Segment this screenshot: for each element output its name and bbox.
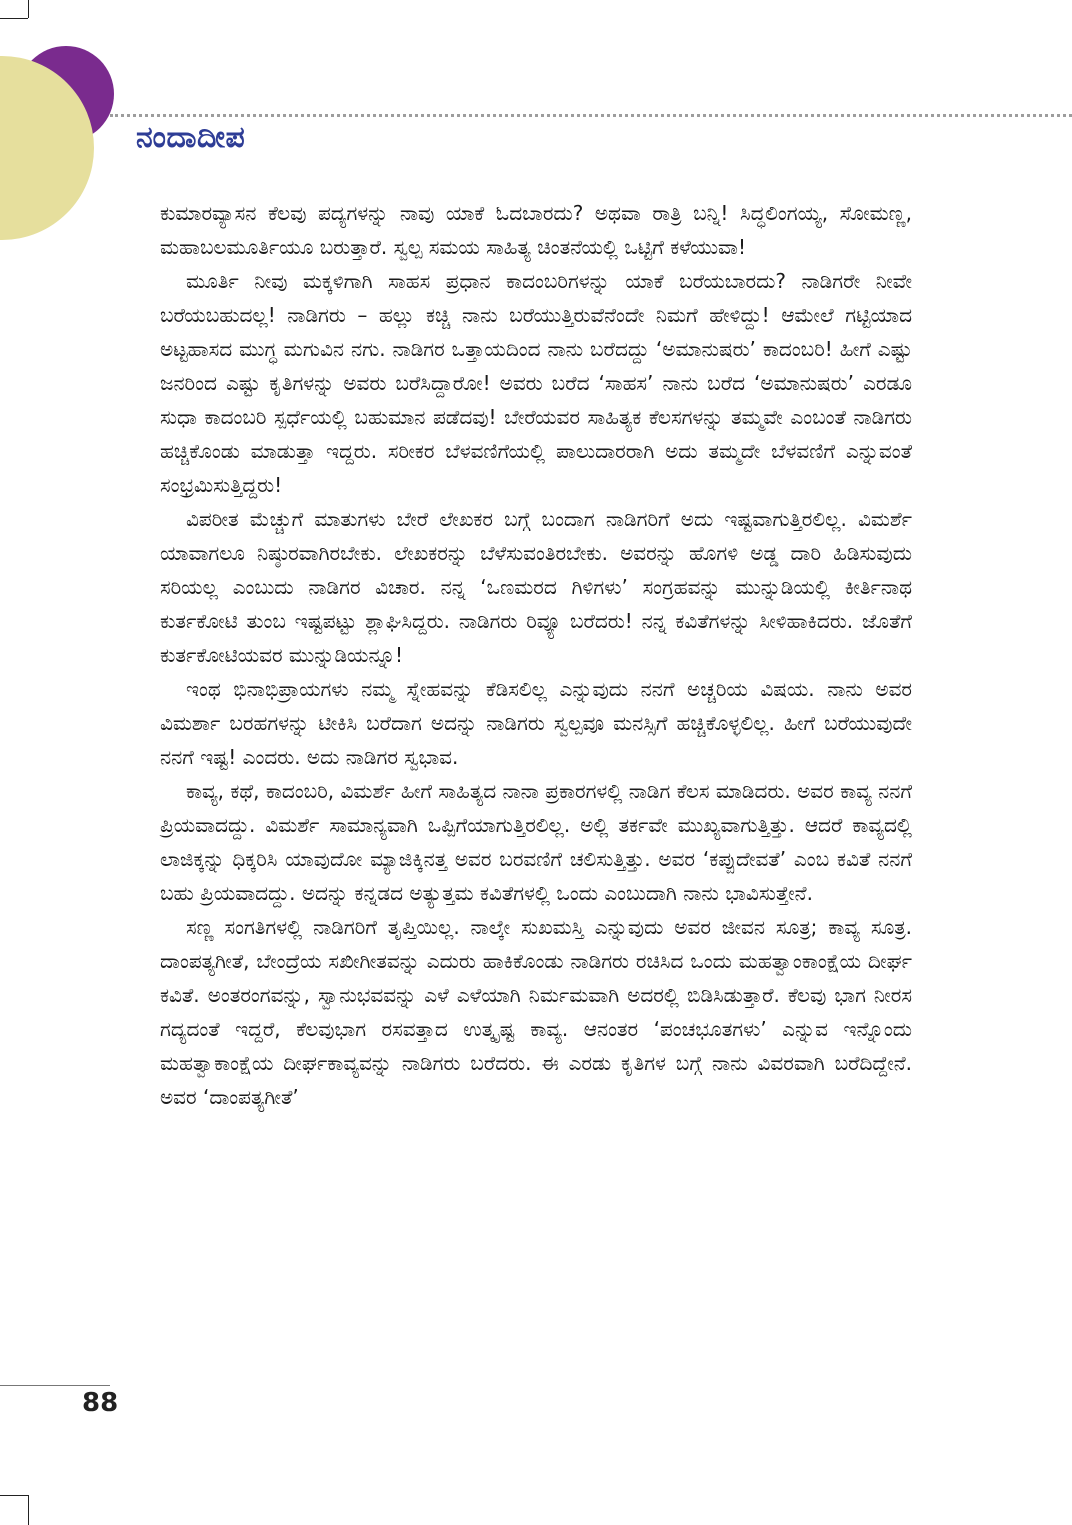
page-number: 88 [82,1388,119,1418]
crop-mark-top [28,0,29,18]
body-text [160,196,912,1114]
crop-mark-bottom [28,1495,29,1525]
paragraph: ಇಂಥ ಭಿನಾಭಿಪ್ರಾಯಗಳು ನಮ್ಮ ಸ್ನೇಹವನ್ನು ಕೆಡಿಸಲಿಲ್ಲ ಎನ್ನುವುದು ನನಗೆ ಅಚ್ಚರಿಯ ವಿಷಯ. ನಾನು ಅವರ ವಿಮರ್ಶಾ ಬರಹಗಳನ್ನು ಟೀಕಿಸಿ ಬರೆದಾಗ ಅದನ್ನು ನಾಡಿಗರು ಸ್ವಲ್ಪವೂ ಮನಸ್ಸಿಗೆ ಹಚ್ಚಿಕೊಳ್ಳಲಿಲ್ಲ. ಹೀಗೆ ಬರೆಯುವುದೇ ನನಗೆ ಇಷ್ಟ! ಎಂದರು. ಅದು ನಾಡಿಗರ ಸ್ವಭಾವ. [160,677,912,769]
paragraph: ವಿಪರೀತ ಮೆಚ್ಚುಗೆ ಮಾತುಗಳು ಬೇರೆ ಲೇಖಕರ ಬಗ್ಗೆ ಬಂದಾಗ ನಾಡಿಗರಿಗೆ ಅದು ಇಷ್ಟವಾಗುತ್ತಿರಲಿಲ್ಲ. ವಿಮರ್ಶೆ ಯಾವಾಗಲೂ ನಿಷ್ಠುರವಾಗಿರಬೇಕು. ಲೇಖಕರನ್ನು ಬೆಳೆಸುವಂತಿರಬೇಕು. ಅವರನ್ನು ಹೊಗಳಿ ಅಡ್ಡ ದಾರಿ ಹಿಡಿಸುವುದು ಸರಿಯಲ್ಲ ಎಂಬುದು ನಾಡಿಗರ ವಿಚಾರ. ನನ್ನ ‘ಒಣಮರದ ಗಿಳಿಗಳು’ ಸಂಗ್ರಹವನ್ನು ಮುನ್ನುಡಿಯಲ್ಲಿ ಕೀರ್ತಿನಾಥ ಕುರ್ತಕೋಟಿ ತುಂಬ ಇಷ್ಟಪಟ್ಟು ಶ್ಲಾಘಿಸಿದ್ದರು. ನಾಡಿಗರು ರಿವ್ಯೂ ಬರೆದರು! ನನ್ನ ಕವಿತೆಗಳನ್ನು ಸೀಳಿಹಾಕಿದರು. ಜೊತೆಗೆ ಕುರ್ತಕೋಟಿಯವರ ಮುನ್ನುಡಿಯನ್ನೂ! [160,507,912,667]
paragraph: ಮೂರ್ತಿ ನೀವು ಮಕ್ಕಳಿಗಾಗಿ ಸಾಹಸ ಪ್ರಧಾನ ಕಾದಂಬರಿಗಳನ್ನು ಯಾಕೆ ಬರೆಯಬಾರದು? ನಾಡಿಗರೇ ನೀವೇ ಬರೆಯಬಹುದಲ್ಲ! ನಾಡಿಗರು – ಹಲ್ಲು ಕಚ್ಚಿ ನಾನು ಬರೆಯುತ್ತಿರುವೆನೆಂದೇ ನಿಮಗೆ ಹೇಳಿದ್ದು! ಆಮೇಲೆ ಗಟ್ಟಿಯಾದ ಅಟ್ಟಹಾಸದ ಮುಗ್ಧ ಮಗುವಿನ ನಗು. ನಾಡಿಗರ ಒತ್ತಾಯದಿಂದ ನಾನು ಬರೆದದ್ದು ‘ಅಮಾನುಷರು’ ಕಾದಂಬರಿ! ಹೀಗೆ ಎಷ್ಟು ಜನರಿಂದ ಎಷ್ಟು ಕೃತಿಗಳನ್ನು ಅವರು ಬರೆಸಿದ್ದಾರೋ! ಅವರು ಬರೆದ ‘ಸಾಹಸ’ ನಾನು ಬರೆದ ‘ಅಮಾನುಷರು’ ಎರಡೂ ಸುಧಾ ಕಾದಂಬರಿ ಸ್ಪರ್ಧೆಯಲ್ಲಿ ಬಹುಮಾನ ಪಡೆದವು! ಬೇರೆಯವರ ಸಾಹಿತ್ಯಕ ಕೆಲಸಗಳನ್ನು ತಮ್ಮವೇ ಎಂಬಂತೆ ನಾಡಿಗರು ಹಚ್ಚಿಕೊಂಡು ಮಾಡುತ್ತಾ ಇದ್ದರು. ಸರೀಕರ ಬೆಳವಣಿಗೆಯಲ್ಲಿ ಪಾಲುದಾರರಾಗಿ ಅದು ತಮ್ಮದೇ ಬೆಳವಣಿಗೆ ಎನ್ನುವಂತೆ ಸಂಭ್ರಮಿಸುತ್ತಿದ್ದರು! [160,269,912,497]
paragraph: ಕುಮಾರವ್ಯಾಸನ ಕೆಲವು ಪದ್ಯಗಳನ್ನು ನಾವು ಯಾಕೆ ಓದಬಾರದು? ಅಥವಾ ರಾತ್ರಿ ಬನ್ನಿ! ಸಿದ್ಧಲಿಂಗಯ್ಯ, ಸೋಮಣ್ಣ, ಮಹಾಬಲಮೂರ್ತಿಯೂ ಬರುತ್ತಾರೆ. ಸ್ವಲ್ಪ ಸಮಯ ಸಾಹಿತ್ಯ ಚಿಂತನೆಯಲ್ಲಿ ಒಟ್ಟಿಗೆ ಕಳೆಯುವಾ! [160,201,912,259]
header-dotted-rule [110,114,1072,117]
paragraph: ಸಣ್ಣ ಸಂಗತಿಗಳಲ್ಲಿ ನಾಡಿಗರಿಗೆ ತೃಪ್ತಿಯಿಲ್ಲ. ನಾಲ್ಕೇ ಸುಖಮಸ್ತಿ ಎನ್ನುವುದು ಅವರ ಜೀವನ ಸೂತ್ರ; ಕಾವ್ಯ ಸೂತ್ರ. ದಾಂಪತ್ಯಗೀತೆ, ಬೇಂದ್ರೆಯ ಸಖೀಗೀತವನ್ನು ಎದುರು ಹಾಕಿಕೊಂಡು ನಾಡಿಗರು ರಚಿಸಿದ ಒಂದು ಮಹತ್ವಾಂಕಾಂಕ್ಷೆಯ ದೀರ್ಘ ಕವಿತೆ. ಅಂತರಂಗವನ್ನು, ಸ್ವಾನುಭವವನ್ನು ಎಳೆ ಎಳೆಯಾಗಿ ನಿರ್ಮಮವಾಗಿ ಅದರಲ್ಲಿ ಬಿಡಿಸಿಡುತ್ತಾರೆ. ಕೆಲವು ಭಾಗ ನೀರಸ ಗದ್ಯದಂತೆ ಇದ್ದರೆ, ಕೆಲವುಭಾಗ ರಸವತ್ತಾದ ಉತ್ಕೃಷ್ಟ ಕಾವ್ಯ. ಆನಂತರ ‘ಪಂಚಭೂತಗಳು’ ಎನ್ನುವ ಇನ್ನೊಂದು ಮಹತ್ವಾಕಾಂಕ್ಷೆಯ ದೀರ್ಘಕಾವ್ಯವನ್ನು ನಾಡಿಗರು ಬರೆದರು. ಈ ಎರಡು ಕೃತಿಗಳ ಬಗ್ಗೆ ನಾನು ವಿವರವಾಗಿ ಬರೆದಿದ್ದೇನೆ. ಅವರ ‘ದಾಂಪತ್ಯಗೀತೆ’ [160,915,912,1109]
crop-mark-top [0,18,28,19]
paragraph: ಕಾವ್ಯ, ಕಥೆ, ಕಾದಂಬರಿ, ವಿಮರ್ಶೆ ಹೀಗೆ ಸಾಹಿತ್ಯದ ನಾನಾ ಪ್ರಕಾರಗಳಲ್ಲಿ ನಾಡಿಗ ಕೆಲಸ ಮಾಡಿದರು. ಅವರ ಕಾವ್ಯ ನನಗೆ ಪ್ರಿಯವಾದದ್ದು. ವಿಮರ್ಶೆ ಸಾಮಾನ್ಯವಾಗಿ ಒಪ್ಪಿಗೆಯಾಗುತ್ತಿರಲಿಲ್ಲ. ಅಲ್ಲಿ ತರ್ಕವೇ ಮುಖ್ಯವಾಗುತ್ತಿತ್ತು. ಆದರೆ ಕಾವ್ಯದಲ್ಲಿ ಲಾಜಿಕ್ಕನ್ನು ಧಿಕ್ಕರಿಸಿ ಯಾವುದೋ ಮ್ಯಾಜಿಕ್ಕಿನತ್ತ ಅವರ ಬರವಣಿಗೆ ಚಲಿಸುತ್ತಿತ್ತು. ಅವರ ‘ಕಪ್ಪುದೇವತೆ’ ಎಂಬ ಕವಿತೆ ನನಗೆ ಬಹು ಪ್ರಿಯವಾದದ್ದು. ಅದನ್ನು ಕನ್ನಡದ ಅತ್ಯುತ್ತಮ ಕವಿತೆಗಳಲ್ಲಿ ಒಂದು ಎಂಬುದಾಗಿ ನಾನು ಭಾವಿಸುತ್ತೇನೆ. [160,779,912,905]
book-title: ನಂದಾದೀಪ [136,120,246,155]
crop-mark-bottom [0,1495,28,1496]
